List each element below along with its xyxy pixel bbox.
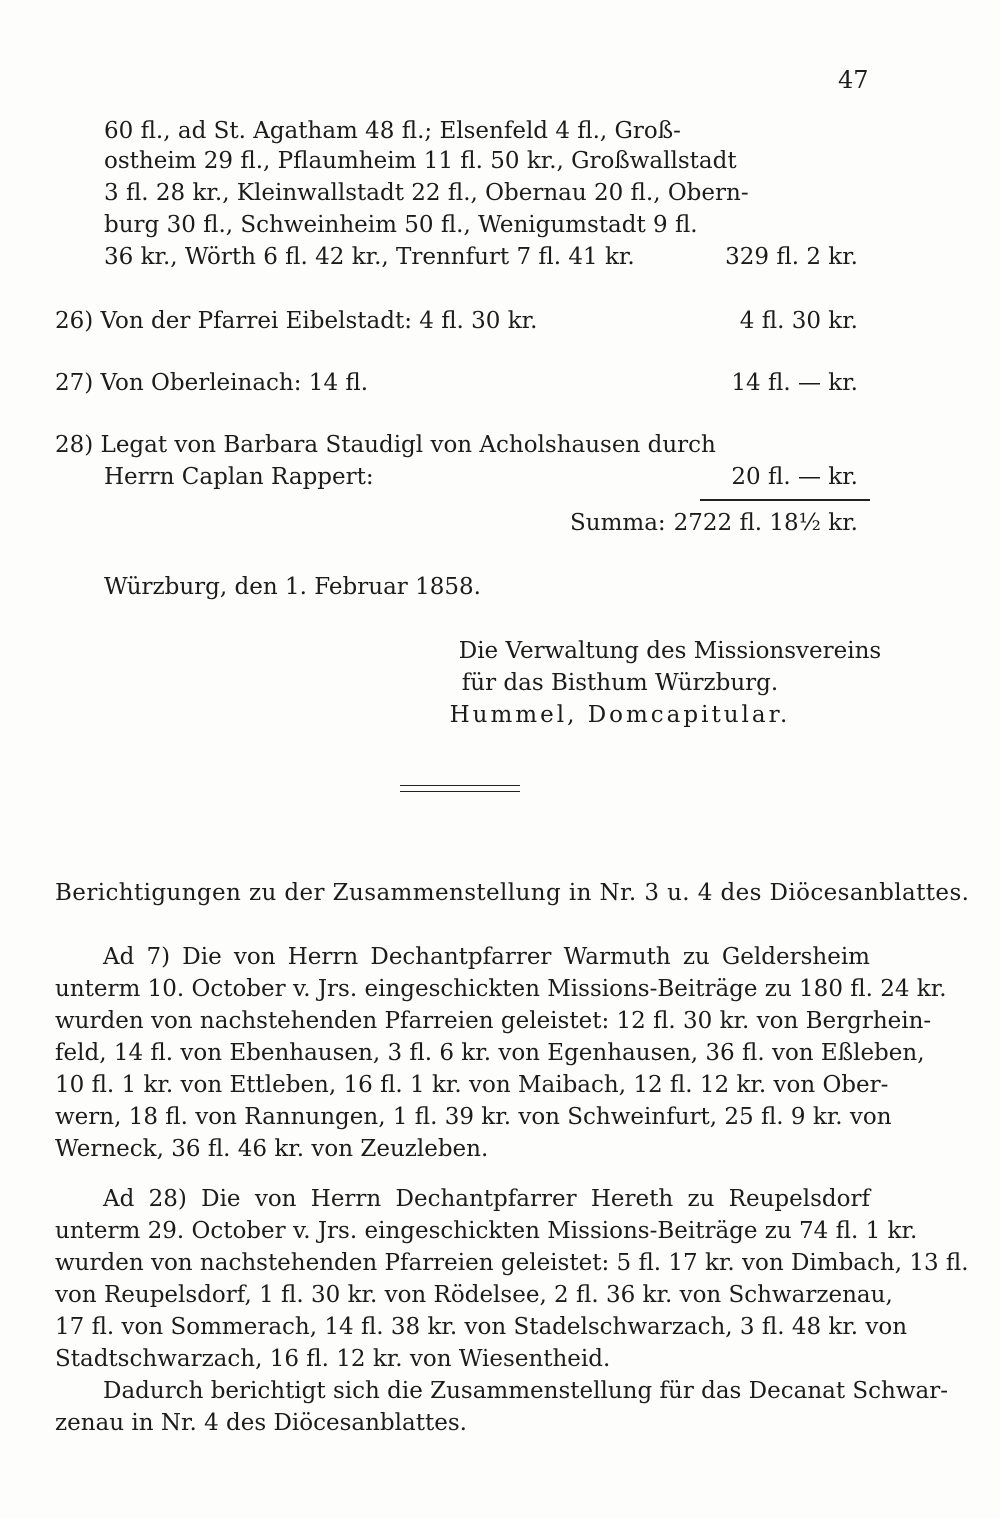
signature-line-3: Hummel, Domcapitular. — [449, 702, 791, 728]
separator-rule-top — [400, 785, 520, 786]
entry28-amount: 20 fl. — kr. — [731, 464, 858, 490]
entry27-amount: 14 fl. — kr. — [731, 370, 858, 396]
entry25-line-4: burg 30 fl., Schweinheim 50 fl., Wenigumstadt 9 fl. — [104, 212, 698, 238]
entry25-line-2: ostheim 29 fl., Pflaumheim 11 fl. 50 kr., Großwallstadt — [104, 148, 737, 174]
entry25-amount: 329 fl. 2 kr. — [725, 244, 858, 270]
entry26-amount: 4 fl. 30 kr. — [739, 308, 858, 334]
dateline: Würzburg, den 1. Februar 1858. — [104, 574, 481, 600]
ad7-line-2: unterm 10. October v. Jrs. eingeschickten Missions-Beiträge zu 180 fl. 24 kr. — [55, 976, 947, 1002]
ad7-line-3: wurden von nachstehenden Pfarreien geleistet: 12 fl. 30 kr. von Bergrhein- — [55, 1008, 932, 1034]
ad7-line-1: Ad 7) Die von Herrn Dechantpfarrer Warmuth zu Geldersheim — [103, 944, 870, 970]
summa-amount: 2722 fl. 18½ kr. — [673, 510, 858, 536]
sum-rule — [700, 499, 870, 501]
entry25-line-5: 36 kr., Wörth 6 fl. 42 kr., Trennfurt 7 fl. 41 kr. — [104, 244, 635, 270]
ad7-line-6: wern, 18 fl. von Rannungen, 1 fl. 39 kr. von Schweinfurt, 25 fl. 9 kr. von — [55, 1104, 892, 1130]
page-number: 47 — [838, 66, 869, 94]
ad28-line-6: Stadtschwarzach, 16 fl. 12 kr. von Wiesentheid. — [55, 1346, 611, 1372]
entry25-line-1: 60 fl., ad St. Agatham 48 fl.; Elsenfeld 4 fl., Groß- — [104, 118, 681, 144]
entry27-text: 27) Von Oberleinach: 14 fl. — [55, 370, 369, 396]
entry25-line-3: 3 fl. 28 kr., Kleinwallstadt 22 fl., Obernau 20 fl., Obern- — [104, 180, 749, 206]
entry26-text: 26) Von der Pfarrei Eibelstadt: 4 fl. 30 kr. — [55, 308, 538, 334]
closing-line-2: zenau in Nr. 4 des Diöcesanblattes. — [55, 1410, 467, 1436]
ad28-line-2: unterm 29. October v. Jrs. eingeschickten Missions-Beiträge zu 74 fl. 1 kr. — [55, 1218, 918, 1244]
signature-line-2: für das Bisthum Würzburg. — [461, 670, 779, 696]
signature-line-1: Die Verwaltung des Missionsvereins — [458, 638, 882, 664]
ad28-line-5: 17 fl. von Sommerach, 14 fl. 38 kr. von Stadelschwarzach, 3 fl. 48 kr. von — [55, 1314, 908, 1340]
corrections-heading: Berichtigungen zu der Zusammenstellung in Nr. 3 u. 4 des Diöcesanblattes. — [55, 880, 970, 906]
ad7-line-5: 10 fl. 1 kr. von Ettleben, 16 fl. 1 kr. von Maibach, 12 fl. 12 kr. von Ober- — [55, 1072, 889, 1098]
entry28-line-2: Herrn Caplan Rappert: — [104, 464, 374, 490]
ad28-line-4: von Reupelsdorf, 1 fl. 30 kr. von Rödelsee, 2 fl. 36 kr. von Schwarzenau, — [55, 1282, 893, 1308]
ad28-line-1: Ad 28) Die von Herrn Dechantpfarrer Hereth zu Reupelsdorf — [103, 1186, 870, 1212]
ad7-line-7: Werneck, 36 fl. 46 kr. von Zeuzleben. — [55, 1136, 489, 1162]
summa-label: Summa: — [570, 510, 666, 536]
closing-line-1: Dadurch berichtigt sich die Zusammenstellung für das Decanat Schwar- — [103, 1378, 949, 1404]
separator-rule-bottom — [400, 791, 520, 792]
entry28-line-1: 28) Legat von Barbara Staudigl von Acholshausen durch — [55, 432, 716, 458]
ad7-line-4: feld, 14 fl. von Ebenhausen, 3 fl. 6 kr. von Egenhausen, 36 fl. von Eßleben, — [55, 1040, 925, 1066]
ad28-line-3: wurden von nachstehenden Pfarreien geleistet: 5 fl. 17 kr. von Dimbach, 13 fl. — [55, 1250, 969, 1276]
